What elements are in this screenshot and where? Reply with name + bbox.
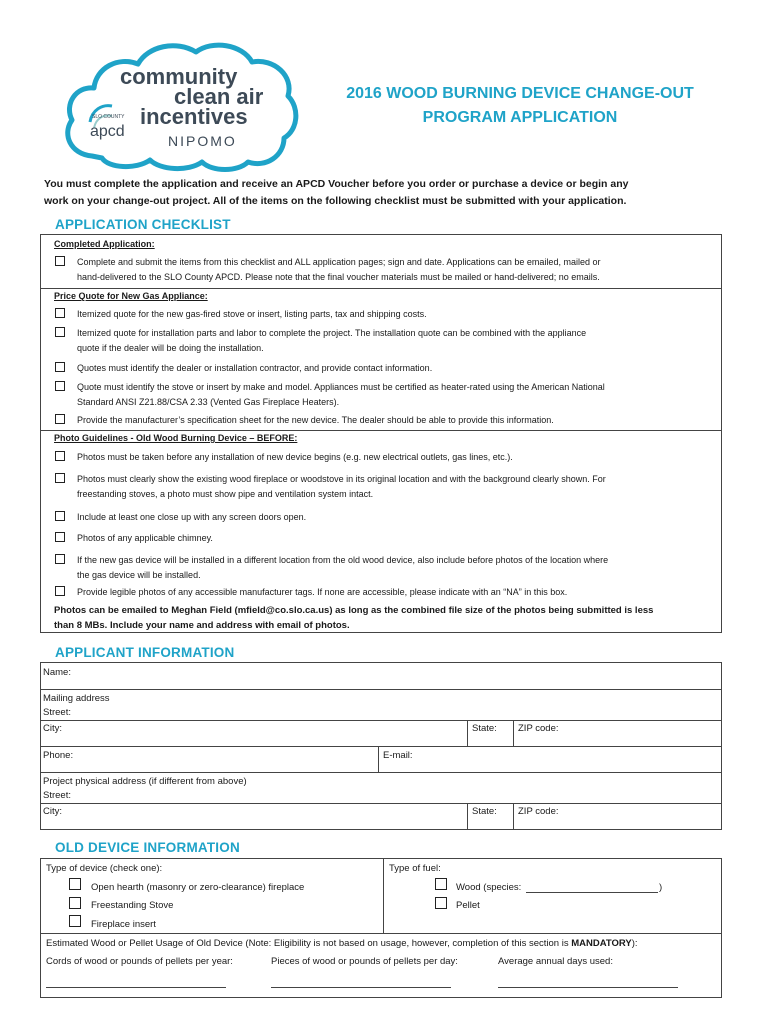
device-type-label: Type of device (check one): <box>46 863 163 874</box>
checklist-item-quote-3 <box>55 361 715 376</box>
annual-days-label: Average annual days used: <box>498 956 613 967</box>
item-text-1: Photos of any applicable chimney. <box>77 533 213 543</box>
divider <box>41 803 721 804</box>
completed-application-title: Completed Application: <box>54 239 155 249</box>
item-text-1: Quote must identify the stove or insert by make and model. Appliances must be certified as heater-rated using the American National <box>77 382 605 392</box>
program-logo <box>62 38 300 172</box>
zip-field-label[interactable]: ZIP code: <box>518 723 559 734</box>
note-line-1: Photos can be emailed to Meghan Field (mfield@co.slo.ca.us) as long as the combined file size of the photos being submitted is less <box>54 605 654 616</box>
column-divider <box>383 859 384 933</box>
intro-line-2: work on your change-out project. All of the items on the following checklist must be submitted with your application. <box>44 195 627 207</box>
checklist-heading: APPLICATION CHECKLIST <box>55 217 231 232</box>
item-text-2: quote if the dealer will be doing the installation. <box>77 343 264 353</box>
project-state-field-label[interactable]: State: <box>472 806 497 817</box>
checkbox[interactable] <box>55 256 65 266</box>
pellet-fuel-checkbox[interactable] <box>435 897 447 909</box>
open-hearth-checkbox[interactable] <box>69 878 81 890</box>
project-address-label: Project physical address (if different from above) <box>43 776 247 787</box>
checkbox[interactable] <box>55 414 65 424</box>
pieces-per-day-label: Pieces of wood or pounds of pellets per day: <box>271 956 458 967</box>
street-field-label[interactable]: Street: <box>43 707 71 718</box>
logo-org: apcd <box>90 123 125 140</box>
divider <box>41 720 721 721</box>
checklist-item-photo-4 <box>55 531 715 546</box>
logo-line-community: community <box>120 64 238 89</box>
email-field-label[interactable]: E-mail: <box>383 750 413 761</box>
checklist-item-photo-2 <box>55 472 715 502</box>
column-divider <box>513 720 514 746</box>
wood-fuel-label: Wood (species: <box>456 882 522 893</box>
note-line-2: than 8 MBs. Include your name and address with email of photos. <box>54 620 350 631</box>
checkbox[interactable] <box>55 511 65 521</box>
intro-text <box>44 176 734 210</box>
mailing-address-label: Mailing address <box>43 693 110 704</box>
item-text-1: Complete and submit the items from this checklist and ALL application pages; sign and date. Applications can be emailed, mailed or <box>77 257 601 267</box>
divider <box>41 772 721 773</box>
item-text-2: freestanding stoves, a photo must show pipe and ventilation system intact. <box>77 489 374 499</box>
checkbox[interactable] <box>55 586 65 596</box>
open-hearth-label: Open hearth (masonry or zero-clearance) fireplace <box>91 882 305 893</box>
city-field-label[interactable]: City: <box>43 723 62 734</box>
item-text-2: the gas device will be installed. <box>77 570 201 580</box>
checklist-item-quote-2 <box>55 326 715 356</box>
checklist-item-photo-1 <box>55 450 715 465</box>
applicant-heading: APPLICANT INFORMATION <box>55 645 235 660</box>
checkbox[interactable] <box>55 451 65 461</box>
old-device-form <box>40 858 722 998</box>
logo-org-small: SLO COUNTY <box>92 114 125 120</box>
divider <box>41 746 721 747</box>
freestanding-stove-checkbox[interactable] <box>69 897 81 909</box>
item-text-2: Standard ANSI Z21.88/CSA 2.33 (Vented Gas Fireplace Heaters). <box>77 397 340 407</box>
cloud-logo-graphic <box>62 38 300 172</box>
fireplace-insert-checkbox[interactable] <box>69 915 81 927</box>
logo-location: NIPOMO <box>168 133 237 149</box>
checkbox[interactable] <box>55 473 65 483</box>
divider <box>41 430 721 431</box>
logo-line-incentives: incentives <box>140 104 248 129</box>
checklist-item-quote-5 <box>55 413 715 428</box>
fireplace-insert-label: Fireplace insert <box>91 919 156 930</box>
checkbox[interactable] <box>55 381 65 391</box>
state-field-label[interactable]: State: <box>472 723 497 734</box>
item-text-1: If the new gas device will be installed in a different location from the old wood device, also include before photos of the location where <box>77 555 609 565</box>
divider <box>41 288 721 289</box>
checkbox[interactable] <box>55 327 65 337</box>
applicant-form <box>40 662 722 830</box>
usage-note <box>46 937 716 951</box>
checklist-item-photo-5 <box>55 553 715 583</box>
divider <box>41 689 721 690</box>
title-line-1: 2016 WOOD BURNING DEVICE CHANGE-OUT <box>346 85 694 102</box>
pieces-per-day-input[interactable] <box>271 987 451 988</box>
item-text-1: Itemized quote for the new gas-fired stove or insert, listing parts, tax and shipping costs. <box>77 309 427 319</box>
divider <box>41 933 721 934</box>
project-street-field-label[interactable]: Street: <box>43 790 71 801</box>
annual-days-input[interactable] <box>498 987 678 988</box>
wood-species-input[interactable] <box>526 892 658 893</box>
checklist-item-quote-4 <box>55 380 715 410</box>
item-text-2: hand-delivered to the SLO County APCD. Please note that the final voucher materials must be mailed or hand-delivered; no emails. <box>77 272 600 282</box>
column-divider <box>378 746 379 772</box>
project-city-field-label[interactable]: City: <box>43 806 62 817</box>
column-divider <box>467 720 468 746</box>
wood-species-close: ) <box>659 882 663 893</box>
checkbox[interactable] <box>55 532 65 542</box>
item-text-1: Provide legible photos of any accessible manufacturer tags. If none are accessible, please indicate with an “NA” in this box. <box>77 587 568 597</box>
checklist-item-quote-1 <box>55 307 715 322</box>
price-quote-title: Price Quote for New Gas Appliance: <box>54 291 208 301</box>
cords-per-year-input[interactable] <box>46 987 226 988</box>
usage-end: ): <box>631 938 638 949</box>
column-divider <box>513 803 514 830</box>
intro-line-1: You must complete the application and receive an APCD Voucher before you order or purchase a device or begin any <box>44 178 629 190</box>
checkbox[interactable] <box>55 308 65 318</box>
column-divider <box>467 803 468 830</box>
fuel-type-label: Type of fuel: <box>389 863 441 874</box>
item-text-1: Photos must clearly show the existing wood fireplace or woodstove in its original location and with the background clearly shown. For <box>77 474 606 484</box>
item-text-1: Photos must be taken before any installation of new device begins (e.g. new electrical outlets, gas lines, etc.). <box>77 452 513 462</box>
item-text-1: Provide the manufacturer’s specification sheet for the new device. The dealer should be able to provide this information. <box>77 415 554 425</box>
item-text-1: Itemized quote for installation parts and labor to complete the project. The installation quote can be combined with the appliance <box>77 328 587 338</box>
usage-mandatory: MANDATORY <box>571 938 632 949</box>
checklist-item-photo-3 <box>55 510 715 525</box>
name-field-label[interactable]: Name: <box>43 667 71 678</box>
photos-email-note <box>54 603 716 633</box>
item-text-1: Quotes must identify the dealer or installation contractor, and provide contact information. <box>77 363 433 373</box>
wood-fuel-checkbox[interactable] <box>435 878 447 890</box>
cords-per-year-label: Cords of wood or pounds of pellets per year: <box>46 956 233 967</box>
checkbox[interactable] <box>55 554 65 564</box>
checklist-item-completed-1 <box>55 255 715 285</box>
project-zip-field-label[interactable]: ZIP code: <box>518 806 559 817</box>
freestanding-stove-label: Freestanding Stove <box>91 900 174 911</box>
photo-guidelines-title: Photo Guidelines - Old Wood Burning Device – BEFORE: <box>54 433 298 443</box>
title-line-2: PROGRAM APPLICATION <box>422 109 618 126</box>
checklist-box <box>40 234 722 633</box>
item-text-1: Include at least one close up with any screen doors open. <box>77 512 307 522</box>
pellet-fuel-label: Pellet <box>456 900 480 911</box>
page-title <box>320 82 720 130</box>
phone-field-label[interactable]: Phone: <box>43 750 74 761</box>
device-heading: OLD DEVICE INFORMATION <box>55 840 240 855</box>
checklist-item-photo-6 <box>55 585 715 600</box>
logo-line-clean-air: clean air <box>174 84 264 109</box>
usage-text: Estimated Wood or Pellet Usage of Old Device (Note: Eligibility is not based on usage, however, completion of this section is <box>46 938 572 949</box>
checkbox[interactable] <box>55 362 65 372</box>
